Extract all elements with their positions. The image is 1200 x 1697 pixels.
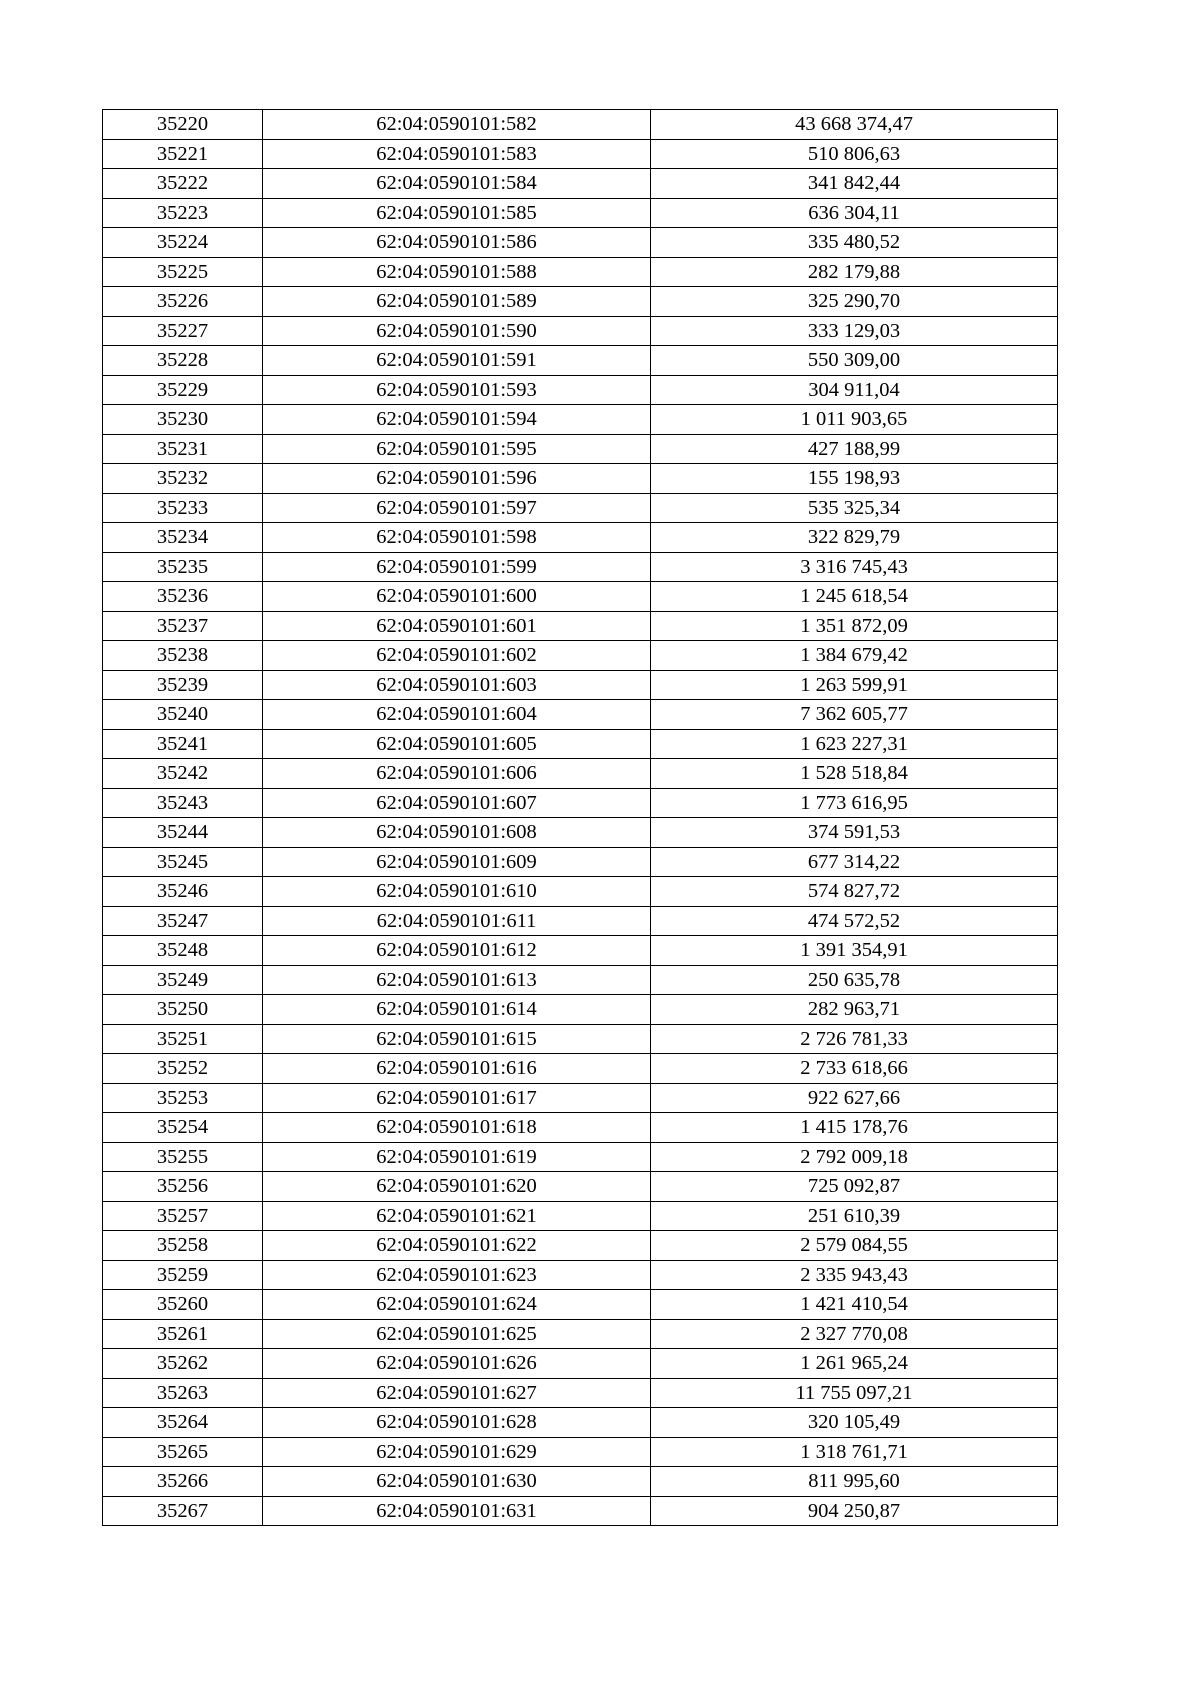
cadastral-number-cell: 62:04:0590101:605 bbox=[263, 729, 651, 759]
table-row bbox=[103, 1201, 1058, 1231]
table-row bbox=[103, 1024, 1058, 1054]
table-row bbox=[103, 670, 1058, 700]
cadastral-value-cell: 1 351 872,09 bbox=[651, 611, 1058, 641]
cadastral-number-cell: 62:04:0590101:595 bbox=[263, 434, 651, 464]
cadastral-value-cell: 550 309,00 bbox=[651, 346, 1058, 376]
table-row bbox=[103, 1467, 1058, 1497]
table-row bbox=[103, 1319, 1058, 1349]
cadastral-value-cell: 922 627,66 bbox=[651, 1083, 1058, 1113]
cadastral-number-cell: 62:04:0590101:584 bbox=[263, 169, 651, 199]
cadastral-value-cell: 1 245 618,54 bbox=[651, 582, 1058, 612]
table-row bbox=[103, 1172, 1058, 1202]
cadastral-value-cell: 374 591,53 bbox=[651, 818, 1058, 848]
row-number-cell: 35224 bbox=[103, 228, 263, 258]
table-row bbox=[103, 434, 1058, 464]
table-row bbox=[103, 965, 1058, 995]
cadastral-number-cell: 62:04:0590101:614 bbox=[263, 995, 651, 1025]
cadastral-number-cell: 62:04:0590101:627 bbox=[263, 1378, 651, 1408]
cadastral-number-cell: 62:04:0590101:602 bbox=[263, 641, 651, 671]
table-row bbox=[103, 1437, 1058, 1467]
row-number-cell: 35232 bbox=[103, 464, 263, 494]
table-row bbox=[103, 405, 1058, 435]
cadastral-value-cell: 1 384 679,42 bbox=[651, 641, 1058, 671]
table-row bbox=[103, 169, 1058, 199]
cadastral-number-cell: 62:04:0590101:617 bbox=[263, 1083, 651, 1113]
table-row bbox=[103, 523, 1058, 553]
cadastral-value-cell: 1 528 518,84 bbox=[651, 759, 1058, 789]
row-number-cell: 35222 bbox=[103, 169, 263, 199]
cadastral-number-cell: 62:04:0590101:600 bbox=[263, 582, 651, 612]
table-row bbox=[103, 316, 1058, 346]
cadastral-value-cell: 2 335 943,43 bbox=[651, 1260, 1058, 1290]
cadastral-number-cell: 62:04:0590101:590 bbox=[263, 316, 651, 346]
cadastral-number-cell: 62:04:0590101:613 bbox=[263, 965, 651, 995]
row-number-cell: 35256 bbox=[103, 1172, 263, 1202]
row-number-cell: 35241 bbox=[103, 729, 263, 759]
row-number-cell: 35242 bbox=[103, 759, 263, 789]
cadastral-value-cell: 320 105,49 bbox=[651, 1408, 1058, 1438]
table-row bbox=[103, 759, 1058, 789]
cadastral-value-cell: 1 421 410,54 bbox=[651, 1290, 1058, 1320]
cadastral-number-cell: 62:04:0590101:603 bbox=[263, 670, 651, 700]
cadastral-number-cell: 62:04:0590101:618 bbox=[263, 1113, 651, 1143]
cadastral-number-cell: 62:04:0590101:616 bbox=[263, 1054, 651, 1084]
table-row bbox=[103, 346, 1058, 376]
row-number-cell: 35251 bbox=[103, 1024, 263, 1054]
table-row bbox=[103, 641, 1058, 671]
cadastral-value-cell: 304 911,04 bbox=[651, 375, 1058, 405]
row-number-cell: 35220 bbox=[103, 110, 263, 140]
table-row bbox=[103, 1142, 1058, 1172]
table-row bbox=[103, 1054, 1058, 1084]
row-number-cell: 35225 bbox=[103, 257, 263, 287]
cadastral-number-cell: 62:04:0590101:596 bbox=[263, 464, 651, 494]
table-row bbox=[103, 700, 1058, 730]
cadastral-value-cell: 1 263 599,91 bbox=[651, 670, 1058, 700]
row-number-cell: 35221 bbox=[103, 139, 263, 169]
cadastral-value-cell: 1 011 903,65 bbox=[651, 405, 1058, 435]
row-number-cell: 35240 bbox=[103, 700, 263, 730]
row-number-cell: 35234 bbox=[103, 523, 263, 553]
table-row bbox=[103, 1408, 1058, 1438]
row-number-cell: 35235 bbox=[103, 552, 263, 582]
cadastral-number-cell: 62:04:0590101:628 bbox=[263, 1408, 651, 1438]
cadastral-number-cell: 62:04:0590101:612 bbox=[263, 936, 651, 966]
cadastral-number-cell: 62:04:0590101:619 bbox=[263, 1142, 651, 1172]
cadastral-value-cell: 7 362 605,77 bbox=[651, 700, 1058, 730]
table-row bbox=[103, 1496, 1058, 1526]
row-number-cell: 35226 bbox=[103, 287, 263, 317]
table-row bbox=[103, 906, 1058, 936]
cadastral-value-cell: 474 572,52 bbox=[651, 906, 1058, 936]
cadastral-value-cell: 2 733 618,66 bbox=[651, 1054, 1058, 1084]
cadastral-number-cell: 62:04:0590101:586 bbox=[263, 228, 651, 258]
cadastral-value-cell: 636 304,11 bbox=[651, 198, 1058, 228]
cadastral-value-cell: 155 198,93 bbox=[651, 464, 1058, 494]
table-row bbox=[103, 493, 1058, 523]
cadastral-value-cell: 1 773 616,95 bbox=[651, 788, 1058, 818]
table-row bbox=[103, 257, 1058, 287]
cadastral-value-cell: 1 415 178,76 bbox=[651, 1113, 1058, 1143]
cadastral-value-cell: 2 579 084,55 bbox=[651, 1231, 1058, 1261]
table-row bbox=[103, 464, 1058, 494]
table-row bbox=[103, 1349, 1058, 1379]
table-row bbox=[103, 1083, 1058, 1113]
cadastral-value-cell: 725 092,87 bbox=[651, 1172, 1058, 1202]
cadastral-value-cell: 811 995,60 bbox=[651, 1467, 1058, 1497]
cadastral-number-cell: 62:04:0590101:625 bbox=[263, 1319, 651, 1349]
cadastral-value-cell: 1 261 965,24 bbox=[651, 1349, 1058, 1379]
table-row bbox=[103, 552, 1058, 582]
row-number-cell: 35260 bbox=[103, 1290, 263, 1320]
cadastral-value-cell: 574 827,72 bbox=[651, 877, 1058, 907]
row-number-cell: 35236 bbox=[103, 582, 263, 612]
cadastral-number-cell: 62:04:0590101:593 bbox=[263, 375, 651, 405]
cadastral-value-cell: 677 314,22 bbox=[651, 847, 1058, 877]
cadastral-number-cell: 62:04:0590101:585 bbox=[263, 198, 651, 228]
cadastral-value-cell: 322 829,79 bbox=[651, 523, 1058, 553]
row-number-cell: 35259 bbox=[103, 1260, 263, 1290]
table-row bbox=[103, 995, 1058, 1025]
cadastral-number-cell: 62:04:0590101:609 bbox=[263, 847, 651, 877]
table-row bbox=[103, 611, 1058, 641]
table-row bbox=[103, 287, 1058, 317]
cadastral-value-cell: 2 726 781,33 bbox=[651, 1024, 1058, 1054]
cadastral-number-cell: 62:04:0590101:624 bbox=[263, 1290, 651, 1320]
row-number-cell: 35255 bbox=[103, 1142, 263, 1172]
cadastral-number-cell: 62:04:0590101:608 bbox=[263, 818, 651, 848]
cadastral-value-cell: 325 290,70 bbox=[651, 287, 1058, 317]
cadastral-value-cell: 1 318 761,71 bbox=[651, 1437, 1058, 1467]
row-number-cell: 35266 bbox=[103, 1467, 263, 1497]
table-row bbox=[103, 877, 1058, 907]
cadastral-value-cell: 535 325,34 bbox=[651, 493, 1058, 523]
cadastral-number-cell: 62:04:0590101:611 bbox=[263, 906, 651, 936]
table-row bbox=[103, 1113, 1058, 1143]
row-number-cell: 35245 bbox=[103, 847, 263, 877]
cadastral-number-cell: 62:04:0590101:629 bbox=[263, 1437, 651, 1467]
cadastral-number-cell: 62:04:0590101:607 bbox=[263, 788, 651, 818]
row-number-cell: 35261 bbox=[103, 1319, 263, 1349]
table-row bbox=[103, 788, 1058, 818]
row-number-cell: 35267 bbox=[103, 1496, 263, 1526]
cadastral-number-cell: 62:04:0590101:588 bbox=[263, 257, 651, 287]
cadastral-number-cell: 62:04:0590101:606 bbox=[263, 759, 651, 789]
cadastral-value-table bbox=[102, 109, 1058, 1526]
cadastral-number-cell: 62:04:0590101:620 bbox=[263, 1172, 651, 1202]
table-row bbox=[103, 847, 1058, 877]
cadastral-number-cell: 62:04:0590101:583 bbox=[263, 139, 651, 169]
cadastral-number-cell: 62:04:0590101:594 bbox=[263, 405, 651, 435]
cadastral-number-cell: 62:04:0590101:610 bbox=[263, 877, 651, 907]
row-number-cell: 35248 bbox=[103, 936, 263, 966]
table-row bbox=[103, 936, 1058, 966]
row-number-cell: 35258 bbox=[103, 1231, 263, 1261]
table-row bbox=[103, 1260, 1058, 1290]
cadastral-value-cell: 282 963,71 bbox=[651, 995, 1058, 1025]
table-body bbox=[103, 110, 1058, 1526]
row-number-cell: 35246 bbox=[103, 877, 263, 907]
row-number-cell: 35264 bbox=[103, 1408, 263, 1438]
row-number-cell: 35253 bbox=[103, 1083, 263, 1113]
cadastral-value-cell: 341 842,44 bbox=[651, 169, 1058, 199]
row-number-cell: 35244 bbox=[103, 818, 263, 848]
table-row bbox=[103, 1231, 1058, 1261]
row-number-cell: 35239 bbox=[103, 670, 263, 700]
cadastral-value-cell: 333 129,03 bbox=[651, 316, 1058, 346]
cadastral-number-cell: 62:04:0590101:597 bbox=[263, 493, 651, 523]
row-number-cell: 35257 bbox=[103, 1201, 263, 1231]
cadastral-value-cell: 3 316 745,43 bbox=[651, 552, 1058, 582]
table-row bbox=[103, 228, 1058, 258]
cadastral-value-cell: 510 806,63 bbox=[651, 139, 1058, 169]
row-number-cell: 35233 bbox=[103, 493, 263, 523]
cadastral-number-cell: 62:04:0590101:622 bbox=[263, 1231, 651, 1261]
row-number-cell: 35247 bbox=[103, 906, 263, 936]
cadastral-value-cell: 427 188,99 bbox=[651, 434, 1058, 464]
cadastral-number-cell: 62:04:0590101:601 bbox=[263, 611, 651, 641]
cadastral-value-cell: 282 179,88 bbox=[651, 257, 1058, 287]
cadastral-value-cell: 2 792 009,18 bbox=[651, 1142, 1058, 1172]
cadastral-number-cell: 62:04:0590101:615 bbox=[263, 1024, 651, 1054]
cadastral-value-cell: 904 250,87 bbox=[651, 1496, 1058, 1526]
table-row bbox=[103, 582, 1058, 612]
table-row bbox=[103, 1378, 1058, 1408]
table-row bbox=[103, 198, 1058, 228]
cadastral-number-cell: 62:04:0590101:589 bbox=[263, 287, 651, 317]
table-row bbox=[103, 818, 1058, 848]
row-number-cell: 35263 bbox=[103, 1378, 263, 1408]
row-number-cell: 35228 bbox=[103, 346, 263, 376]
cadastral-value-cell: 1 623 227,31 bbox=[651, 729, 1058, 759]
cadastral-value-cell: 43 668 374,47 bbox=[651, 110, 1058, 140]
row-number-cell: 35243 bbox=[103, 788, 263, 818]
cadastral-number-cell: 62:04:0590101:630 bbox=[263, 1467, 651, 1497]
row-number-cell: 35254 bbox=[103, 1113, 263, 1143]
table-row bbox=[103, 139, 1058, 169]
row-number-cell: 35223 bbox=[103, 198, 263, 228]
row-number-cell: 35262 bbox=[103, 1349, 263, 1379]
cadastral-number-cell: 62:04:0590101:631 bbox=[263, 1496, 651, 1526]
cadastral-value-cell: 335 480,52 bbox=[651, 228, 1058, 258]
cadastral-value-cell: 1 391 354,91 bbox=[651, 936, 1058, 966]
row-number-cell: 35227 bbox=[103, 316, 263, 346]
cadastral-number-cell: 62:04:0590101:599 bbox=[263, 552, 651, 582]
cadastral-number-cell: 62:04:0590101:621 bbox=[263, 1201, 651, 1231]
cadastral-number-cell: 62:04:0590101:582 bbox=[263, 110, 651, 140]
row-number-cell: 35252 bbox=[103, 1054, 263, 1084]
row-number-cell: 35250 bbox=[103, 995, 263, 1025]
cadastral-number-cell: 62:04:0590101:598 bbox=[263, 523, 651, 553]
row-number-cell: 35265 bbox=[103, 1437, 263, 1467]
cadastral-value-cell: 250 635,78 bbox=[651, 965, 1058, 995]
row-number-cell: 35237 bbox=[103, 611, 263, 641]
table-row bbox=[103, 110, 1058, 140]
cadastral-value-cell: 2 327 770,08 bbox=[651, 1319, 1058, 1349]
row-number-cell: 35230 bbox=[103, 405, 263, 435]
row-number-cell: 35249 bbox=[103, 965, 263, 995]
cadastral-value-cell: 11 755 097,21 bbox=[651, 1378, 1058, 1408]
row-number-cell: 35229 bbox=[103, 375, 263, 405]
cadastral-number-cell: 62:04:0590101:623 bbox=[263, 1260, 651, 1290]
cadastral-number-cell: 62:04:0590101:591 bbox=[263, 346, 651, 376]
table-row bbox=[103, 729, 1058, 759]
row-number-cell: 35231 bbox=[103, 434, 263, 464]
table-row bbox=[103, 375, 1058, 405]
cadastral-number-cell: 62:04:0590101:604 bbox=[263, 700, 651, 730]
cadastral-number-cell: 62:04:0590101:626 bbox=[263, 1349, 651, 1379]
cadastral-value-cell: 251 610,39 bbox=[651, 1201, 1058, 1231]
row-number-cell: 35238 bbox=[103, 641, 263, 671]
table-row bbox=[103, 1290, 1058, 1320]
